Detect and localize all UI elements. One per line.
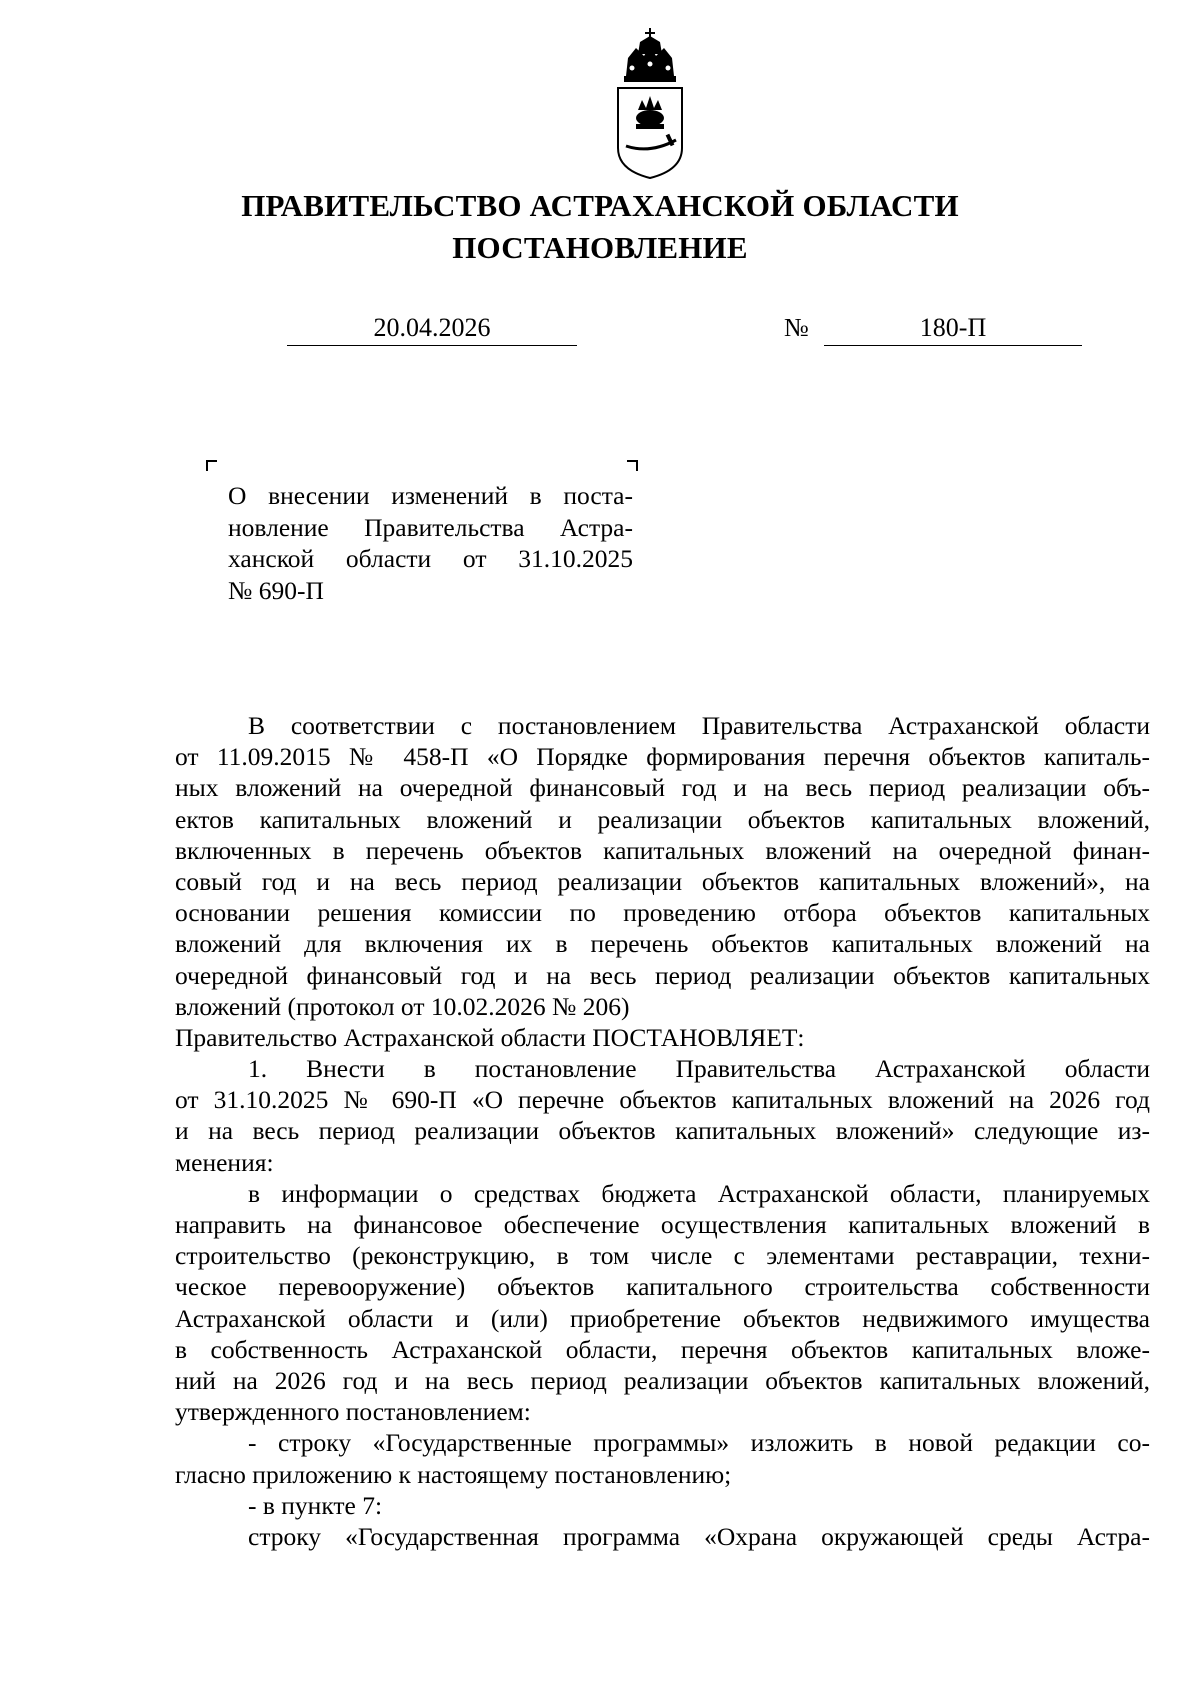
coat-of-arms-emblem: [610, 28, 690, 180]
body-line: очередной финансовый год и на весь период реализации объектов капитальных: [175, 960, 1150, 990]
subject-bracket-left: [206, 460, 217, 471]
body-line: ектов капитальных вложений и реализации объектов капитальных вложений,: [175, 804, 1150, 834]
body-line: Правительство Астраханской области ПОСТАНОВЛЯЕТ:: [175, 1022, 805, 1052]
document-body: [175, 710, 1150, 1552]
document-number: 180-П: [824, 312, 1082, 346]
body-line: от 11.09.2015 № 458-П «О Порядке формирования перечня объектов капиталь-: [175, 742, 1150, 772]
body-line: ных вложений на очередной финансовый год и на весь период реализации объ-: [175, 773, 1150, 803]
body-line: в информации о средствах бюджета Астраханской области, планируемых: [248, 1178, 1150, 1208]
subject-line: № 690-П: [228, 575, 324, 605]
body-line: строку «Государственная программа «Охрана окружающей среды Астра-: [248, 1521, 1150, 1551]
body-line: утвержденного постановлением:: [175, 1397, 531, 1427]
body-line: от 31.10.2025 № 690-П «О перечне объектов капитальных вложений на 2026 год: [175, 1085, 1150, 1115]
body-line: строительство (реконструкцию, в том числе с элементами реставрации, техни-: [175, 1241, 1150, 1271]
body-line: менения:: [175, 1147, 274, 1177]
body-line: в собственность Астраханской области, перечня объектов капитальных вложе-: [175, 1334, 1150, 1364]
body-line: В соответствии с постановлением Правительства Астраханской области: [248, 711, 1150, 740]
body-line: и на весь период реализации объектов капитальных вложений» следующие из-: [175, 1116, 1150, 1146]
subject-bracket-right: [627, 460, 638, 471]
body-line: включенных в перечень объектов капитальных вложений на очередной финан-: [175, 835, 1150, 865]
body-line: - в пункте 7:: [248, 1490, 383, 1520]
body-line: ческое перевооружение) объектов капитального строительства собственности: [175, 1272, 1150, 1302]
body-line: вложений для включения их в перечень объектов капитальных вложений на: [175, 929, 1150, 959]
body-line: - строку «Государственные программы» изложить в новой редакции со-: [248, 1428, 1150, 1458]
subject-line: новление Правительства Астра-: [228, 512, 633, 542]
subject-line: О внесении изменений в поста-: [228, 481, 633, 510]
subject-line: ханской области от 31.10.2025: [228, 544, 633, 573]
body-line: Астраханской области и (или) приобретение объектов недвижимого имущества: [175, 1303, 1150, 1333]
document-date: 20.04.2026: [287, 312, 577, 346]
body-line: вложений (протокол от 10.02.2026 № 206): [175, 991, 630, 1021]
government-name-title: ПРАВИТЕЛЬСТВО АСТРАХАНСКОЙ ОБЛАСТИ: [241, 188, 959, 223]
document-subject: [228, 480, 633, 606]
body-line: 1. Внести в постановление Правительства Астраханской области: [248, 1054, 1150, 1084]
body-line: совый год и на весь период реализации объектов капитальных вложений», на: [175, 866, 1150, 896]
body-line: ний на 2026 год и на весь период реализации объектов капитальных вложений,: [175, 1365, 1150, 1395]
body-line: гласно приложению к настоящему постановлению;: [175, 1459, 732, 1489]
number-sign: №: [784, 313, 809, 342]
body-line: направить на финансовое обеспечение осуществления капитальных вложений в: [175, 1210, 1150, 1239]
document-type-title: ПОСТАНОВЛЕНИЕ: [452, 230, 748, 265]
body-line: основании решения комиссии по проведению отбора объектов капитальных: [175, 898, 1150, 928]
